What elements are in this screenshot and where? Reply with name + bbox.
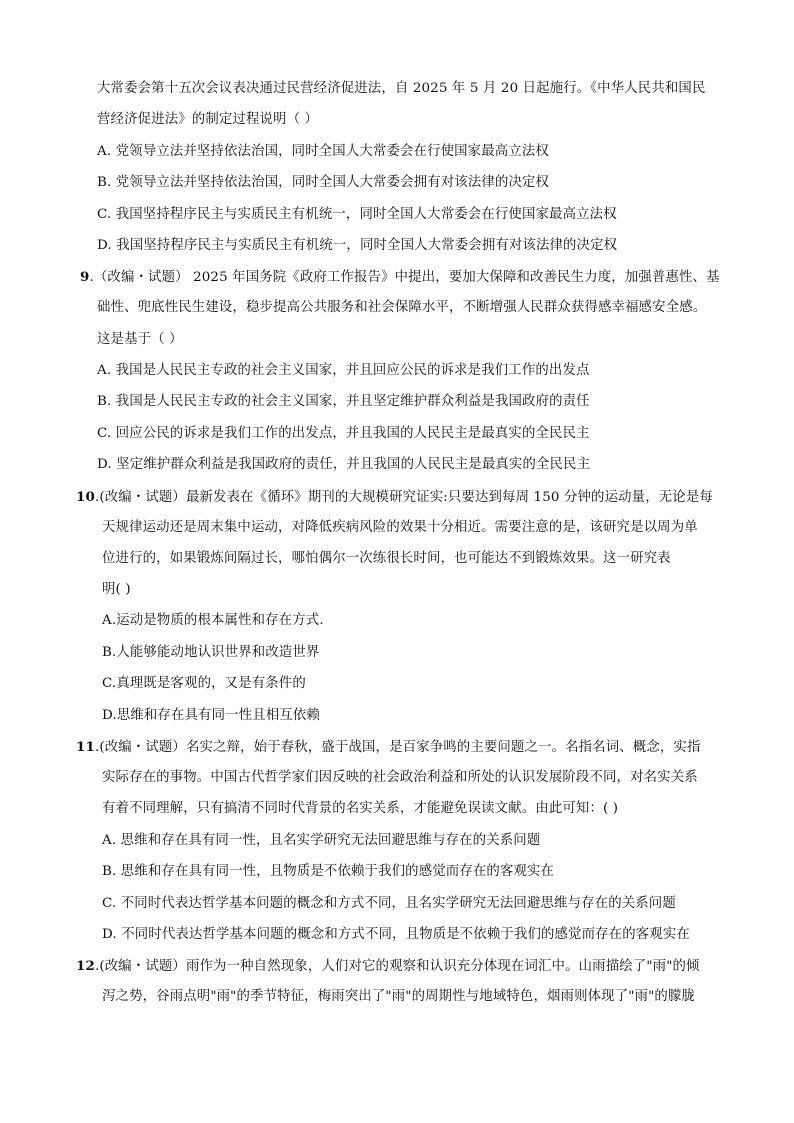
q11-stem-line-1 xyxy=(76,737,701,758)
q12-number: 12 xyxy=(76,958,95,974)
q9-stem-text: .（改编・试题） 2025 年国务院《政府工作报告》中提出，要加大保障和改善民生力度，加强普惠性、基 xyxy=(89,270,720,285)
q10-stem-line-3: 位进行的，如果锻炼间隔过长，哪怕偶尔一次练很长时间，也可能达不到锻炼效果。这一研究表 xyxy=(102,551,671,566)
q10-stem-line-2: 天规律运动还是周末集中运动，对降低疾病风险的效果十分相近。需要注意的是，该研究是以周为单 xyxy=(102,520,698,535)
q10-stem-text: .(改编・试题）最新发表在《循环》期刊的大规模研究证实:只要达到每周 150 分钟的运动量，无论是每 xyxy=(94,490,713,505)
q8-stem-line-2: 营经济促进法》的制定过程说明（ ） xyxy=(97,112,319,127)
q8-option-a: A. 党领导立法并坚持依法治国，同时全国人大常委会在行使国家最高立法权 xyxy=(97,144,549,159)
q9-stem-line-3: 这是基于（ ） xyxy=(97,332,183,347)
q8-option-d: D. 我国坚持程序民主与实质民主有机统一，同时全国人大常委会拥有对该法律的决定权 xyxy=(97,238,618,253)
q11-stem-line-2: 实际存在的事物。中国古代哲学家们因反映的社会政治利益和所处的认识发展阶段不同，对名实关系 xyxy=(102,770,698,785)
q10-stem-line-4: 明( ) xyxy=(102,582,131,597)
q8-option-b: B. 党领导立法并坚持依法治国，同时全国人大常委会拥有对该法律的决定权 xyxy=(97,175,550,190)
q10-option-a: A.运动是物质的根本属性和存在方式. xyxy=(102,613,324,628)
q9-stem-line-1 xyxy=(80,267,720,288)
q9-option-b: B. 我国是人民民主专政的社会主义国家，并且坚定维护群众利益是我国政府的责任 xyxy=(97,394,590,409)
q10-option-b: B.人能够能动地认识世界和改造世界 xyxy=(102,645,320,660)
q11-stem-line-3: 有着不同理解，只有搞清不同时代背景的名实关系，才能避免误读文献。由此可知：( ) xyxy=(102,801,619,816)
q12-stem-line-1 xyxy=(76,956,700,977)
q9-stem-line-2: 础性、兜底性民生建设，稳步提高公共服务和社会保障水平，不断增强人民群众获得感幸福感安全感。 xyxy=(97,300,707,315)
q10-option-d: D.思维和存在具有同一性且相互依赖 xyxy=(102,708,320,723)
q10-number: 10 xyxy=(76,489,95,505)
q11-option-d: D. 不同时代表达哲学基本问题的概念和方式不同，且物质是不依赖于我们的感觉而存在的客观实在 xyxy=(102,927,690,942)
q10-stem-line-1 xyxy=(76,487,713,508)
q12-stem-text: .(改编・试题）雨作为一种自然现象，人们对它的观察和认识充分体现在词汇中。山雨描绘了"雨"的倾 xyxy=(94,959,700,974)
q11-option-c: C. 不同时代表达哲学基本问题的概念和方式不同，且名实学研究无法回避思维与存在的关系问题 xyxy=(102,896,676,911)
q8-option-c: C. 我国坚持程序民主与实质民主有机统一，同时全国人大常委会在行使国家最高立法权 xyxy=(97,207,617,222)
q8-stem-line-1: 大常委会第十五次会议表决通过民营经济促进法，自 2025 年 5 月 20 日起施行。《中华人民共和国民 xyxy=(97,81,706,96)
q11-option-b: B. 思维和存在具有同一性，且物质是不依赖于我们的感觉而存在的客观实在 xyxy=(102,864,555,879)
q11-number: 11 xyxy=(76,739,95,755)
q9-option-d: D. 坚定维护群众利益是我国政府的责任，并且我国的人民民主是最真实的全民民主 xyxy=(97,457,591,472)
q9-option-a: A. 我国是人民民主专政的社会主义国家，并且回应公民的诉求是我们工作的出发点 xyxy=(97,363,590,378)
q11-option-a: A. 思维和存在具有同一性，且名实学研究无法回避思维与存在的关系问题 xyxy=(102,833,541,848)
q9-option-c: C. 回应公民的诉求是我们工作的出发点，并且我国的人民民主是最真实的全民民主 xyxy=(97,426,590,441)
q12-stem-line-2: 泻之势，谷雨点明"雨"的季节特征，梅雨突出了"雨"的周期性与地域特色，烟雨则体现了"雨"的朦胧 xyxy=(102,989,696,1004)
q9-number: 9 xyxy=(80,269,90,285)
q10-option-c: C.真理既是客观的，又是有条件的 xyxy=(102,676,306,691)
q11-stem-text: .(改编・试题）名实之辩，始于春秋，盛于战国，是百家争鸣的主要问题之一。名指名词、概念，实指 xyxy=(94,740,701,755)
